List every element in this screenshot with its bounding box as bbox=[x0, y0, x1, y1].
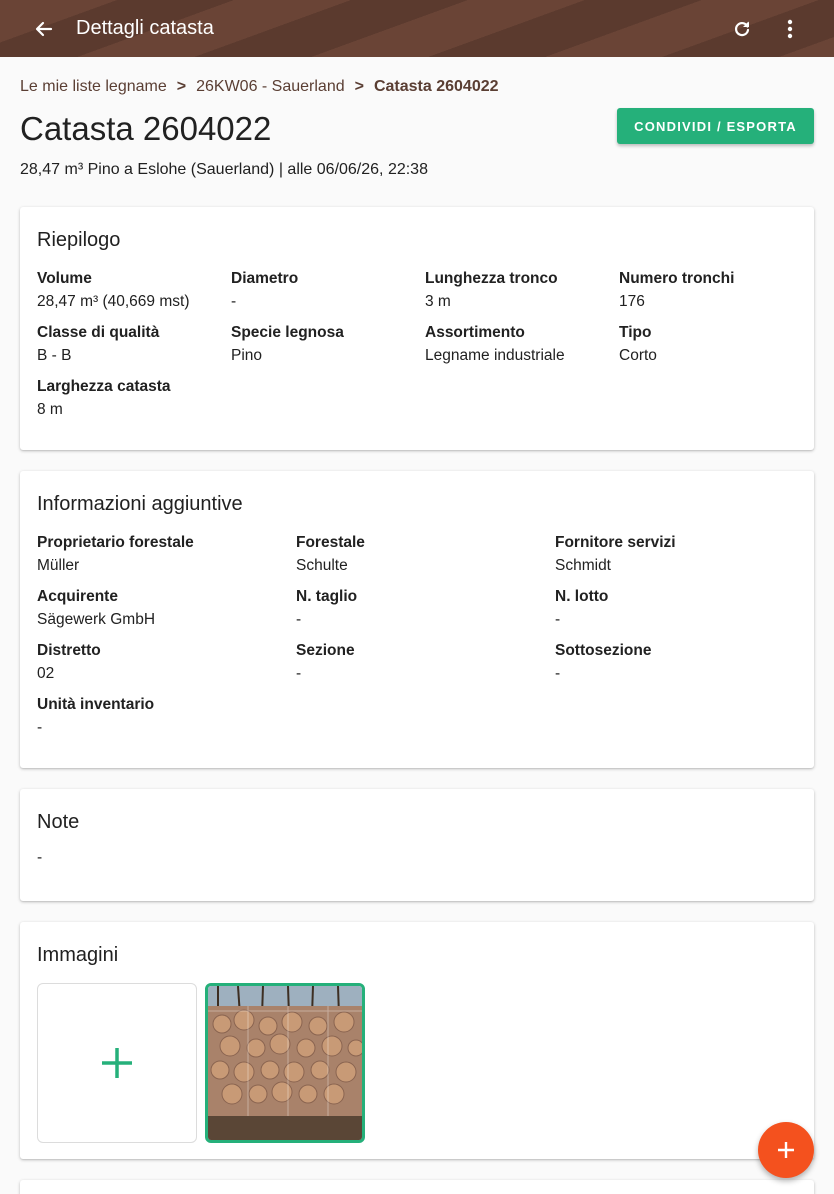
field-value: Pino bbox=[231, 347, 263, 364]
info-field bbox=[555, 639, 775, 685]
summary-field bbox=[231, 267, 425, 313]
info-field bbox=[296, 585, 555, 631]
field-label: Specie legnosa bbox=[231, 324, 344, 341]
field-value: 3 m bbox=[425, 293, 451, 310]
add-image-button[interactable] bbox=[37, 983, 197, 1143]
field-label: Lunghezza tronco bbox=[425, 270, 558, 287]
field-value: 176 bbox=[619, 293, 645, 310]
field-label: Unità inventario bbox=[37, 696, 155, 713]
breadcrumb-separator: > bbox=[354, 78, 364, 95]
field-value: - bbox=[231, 293, 237, 310]
field-label: Classe di qualità bbox=[37, 324, 160, 341]
field-label: Forestale bbox=[296, 534, 365, 551]
field-value: - bbox=[555, 611, 561, 628]
summary-field bbox=[37, 375, 231, 421]
app-bar-title: Dettagli catasta bbox=[76, 17, 214, 39]
field-value: Müller bbox=[37, 557, 80, 574]
field-label: Sottosezione bbox=[555, 642, 652, 659]
info-field bbox=[37, 531, 296, 577]
summary-field bbox=[619, 267, 779, 313]
field-value: 02 bbox=[37, 665, 55, 682]
field-value: 28,47 m³ (40,669 mst) bbox=[37, 293, 190, 310]
field-label: Acquirente bbox=[37, 588, 118, 605]
field-value: Legname industriale bbox=[425, 347, 565, 364]
info-field bbox=[37, 585, 296, 631]
field-value: B - B bbox=[37, 347, 72, 364]
notes-title: Note bbox=[37, 811, 80, 833]
field-label: Tipo bbox=[619, 324, 652, 341]
additional-info-card bbox=[20, 471, 814, 768]
notes-card bbox=[20, 789, 814, 901]
page-subtitle: 28,47 m³ Pino a Eslohe (Sauerland) | alle 06/06/26, 22:38 bbox=[20, 161, 428, 178]
breadcrumb-item-list[interactable]: 26KW06 - Sauerland bbox=[196, 78, 345, 95]
field-value: Sägewerk GmbH bbox=[37, 611, 156, 628]
field-label: Larghezza catasta bbox=[37, 378, 171, 395]
field-value: - bbox=[296, 665, 302, 682]
notes-value: - bbox=[37, 849, 43, 866]
app-bar bbox=[0, 0, 834, 57]
field-value: Corto bbox=[619, 347, 657, 364]
arrow-left-icon[interactable] bbox=[30, 15, 58, 43]
field-value: - bbox=[296, 611, 302, 628]
images-card bbox=[20, 922, 814, 1159]
share-export-button[interactable]: CONDIVIDI / ESPORTA bbox=[617, 108, 814, 144]
summary-field bbox=[37, 267, 231, 313]
summary-grid bbox=[37, 267, 797, 421]
summary-field bbox=[37, 321, 231, 367]
plus-icon bbox=[100, 1046, 134, 1080]
field-value: 8 m bbox=[37, 401, 63, 418]
summary-field bbox=[425, 321, 619, 367]
field-value: - bbox=[555, 665, 561, 682]
summary-field bbox=[619, 321, 779, 367]
additional-info-title: Informazioni aggiuntive bbox=[37, 493, 243, 515]
next-card bbox=[20, 1180, 814, 1194]
breadcrumb-separator: > bbox=[176, 78, 187, 95]
more-vertical-icon[interactable] bbox=[776, 15, 804, 43]
page-title: Catasta 2604022 bbox=[20, 110, 272, 147]
info-field bbox=[296, 531, 555, 577]
field-value: Schulte bbox=[296, 557, 348, 574]
summary-field bbox=[425, 267, 619, 313]
summary-field bbox=[231, 321, 425, 367]
field-value: Schmidt bbox=[555, 557, 611, 574]
info-field bbox=[555, 585, 775, 631]
field-label: Fornitore servizi bbox=[555, 534, 676, 551]
breadcrumb-item-current: Catasta 2604022 bbox=[373, 78, 499, 95]
field-value: - bbox=[37, 719, 43, 736]
refresh-icon[interactable] bbox=[728, 15, 756, 43]
info-field bbox=[37, 639, 296, 685]
field-label: Assortimento bbox=[425, 324, 525, 341]
info-field bbox=[555, 531, 775, 577]
field-label: Numero tronchi bbox=[619, 270, 735, 287]
summary-title: Riepilogo bbox=[37, 229, 121, 251]
images-title: Immagini bbox=[37, 944, 119, 966]
field-label: Volume bbox=[37, 270, 92, 287]
plus-icon bbox=[777, 1141, 795, 1159]
field-label: Diametro bbox=[231, 270, 299, 287]
info-field bbox=[296, 639, 555, 685]
image-thumbnail[interactable] bbox=[205, 983, 365, 1143]
info-field bbox=[37, 693, 296, 739]
additional-info-grid bbox=[37, 531, 797, 739]
field-label: Distretto bbox=[37, 642, 101, 659]
field-label: Proprietario forestale bbox=[37, 534, 194, 551]
breadcrumb-item-lists[interactable]: Le mie liste legname bbox=[20, 78, 167, 95]
fab-add-button[interactable] bbox=[758, 1122, 814, 1178]
field-label: N. taglio bbox=[296, 588, 358, 605]
log-pile-photo-icon bbox=[208, 986, 362, 1140]
field-label: N. lotto bbox=[555, 588, 609, 605]
field-label: Sezione bbox=[296, 642, 355, 659]
breadcrumb bbox=[20, 77, 499, 97]
summary-card bbox=[20, 207, 814, 450]
